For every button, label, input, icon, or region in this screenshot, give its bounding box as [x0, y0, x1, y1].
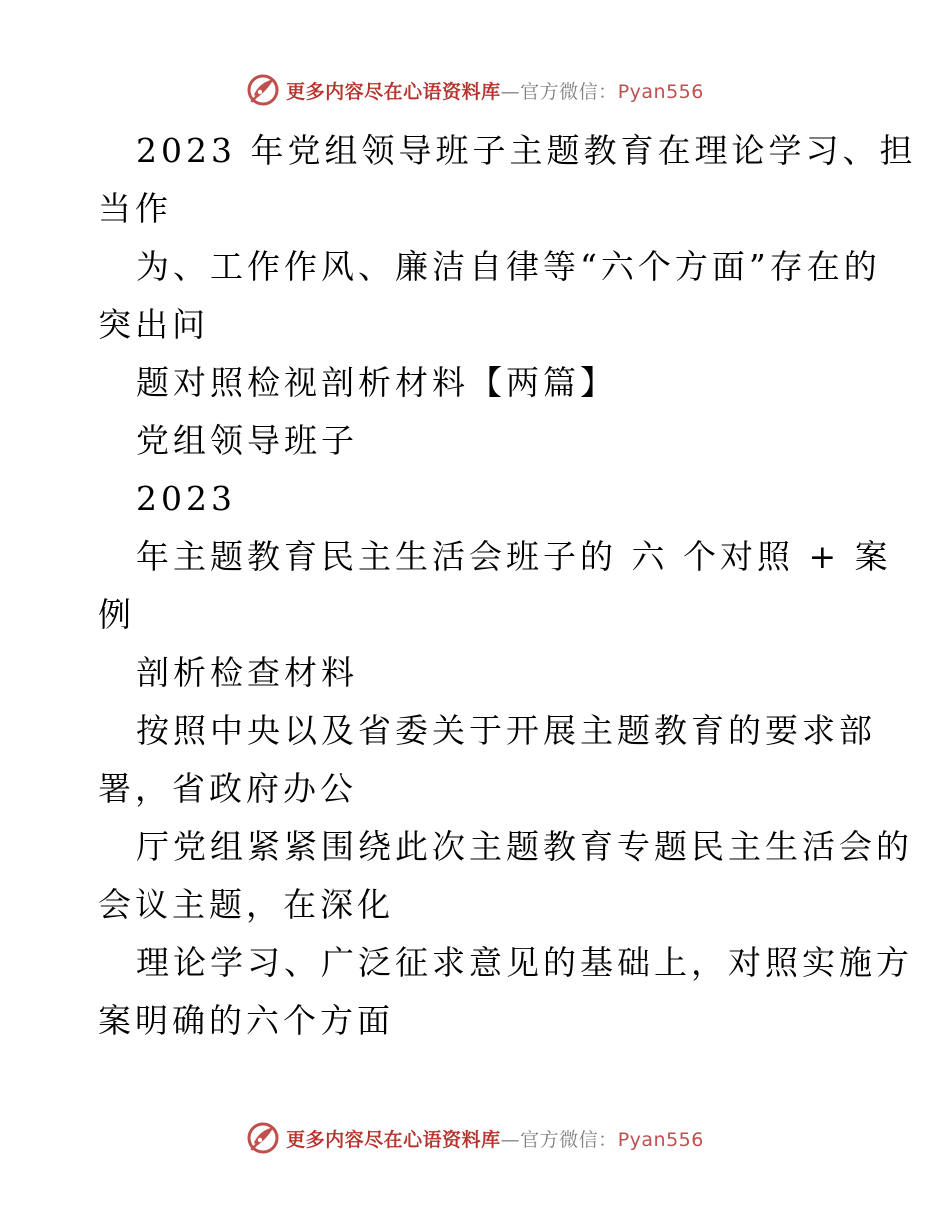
document-line: 署，省政府办公 [98, 769, 357, 808]
footer-banner-separator: — [500, 1128, 521, 1151]
document-line: 会议主题，在深化 [98, 885, 394, 924]
document-line: 突出问 [98, 305, 209, 344]
header-banner-separator: — [500, 80, 521, 103]
document-line: 案明确的六个方面 [98, 1001, 394, 1040]
header-banner [0, 70, 950, 110]
document-line: 2023 年党组领导班子主题教育在理论学习、担 [136, 131, 917, 170]
document-line: 为、工作作风、廉洁自律等“六个方面”存在的 [136, 247, 881, 286]
document-line: 题对照检视剖析材料【两篇】 [136, 363, 617, 402]
footer-banner [0, 1118, 950, 1158]
document-line: 党组领导班子 [136, 421, 358, 460]
document-line: 年主题教育民主生活会班子的 六 个对照 + 案 [136, 537, 892, 576]
pen-nib-logo-icon [246, 73, 280, 107]
document-line: 按照中央以及省委关于开展主题教育的要求部 [136, 711, 876, 750]
header-banner-title: 更多内容尽在心语资料库 [286, 80, 501, 103]
footer-wechat-label: 官方微信： [520, 1128, 618, 1151]
document-line: 2023 [136, 479, 236, 518]
header-banner-text [286, 77, 704, 104]
document-line: 例 [98, 595, 135, 634]
footer-banner-title: 更多内容尽在心语资料库 [286, 1128, 501, 1151]
header-wechat-label: 官方微信： [520, 80, 618, 103]
document-line: 剖析检查材料 [136, 653, 358, 692]
document-line: 厅党组紧紧围绕此次主题教育专题民主生活会的 [136, 827, 913, 866]
document-line: 理论学习、广泛征求意见的基础上，对照实施方 [136, 943, 913, 982]
document-body [98, 122, 917, 1050]
header-wechat-id: Pyan556 [617, 80, 704, 103]
footer-wechat-id: Pyan556 [617, 1128, 704, 1151]
pen-nib-logo-icon [246, 1121, 280, 1155]
footer-banner-text [286, 1125, 704, 1152]
document-line: 当作 [98, 189, 172, 228]
